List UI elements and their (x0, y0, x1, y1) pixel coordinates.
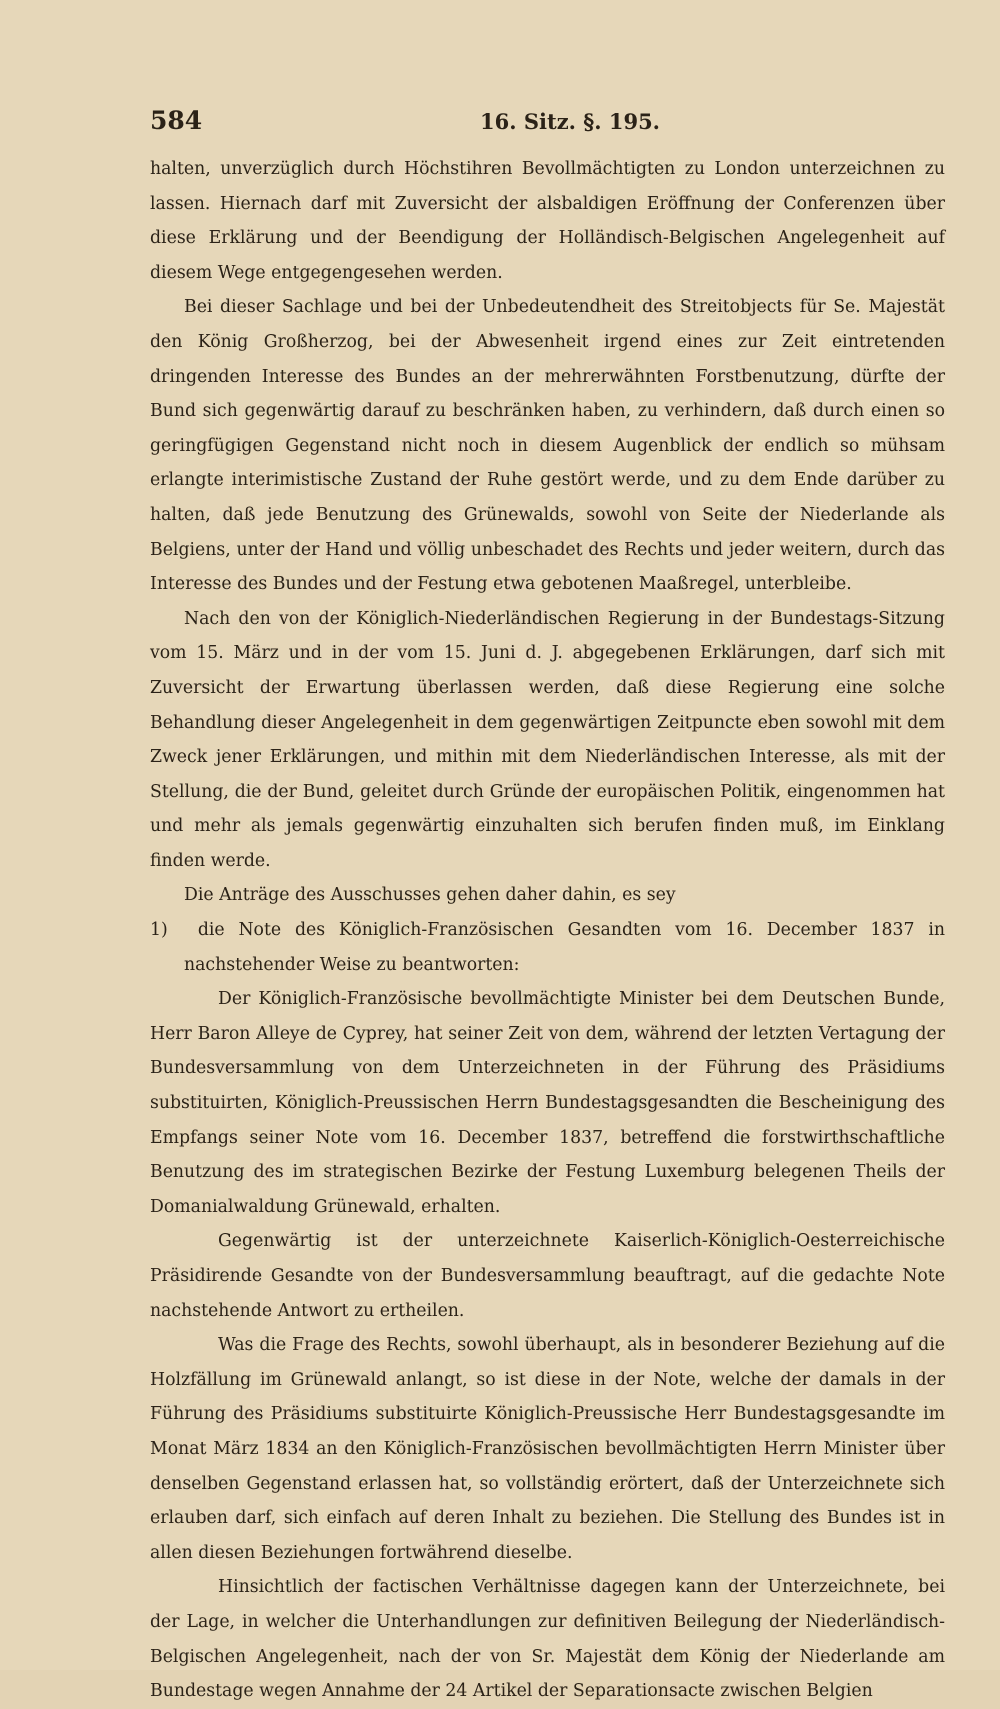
page-header (150, 106, 960, 140)
quote-paragraph: Gegenwärtig ist der unterzeichnete Kaiserlich-Königlich-Oesterreichische Präsidirende Gesandte von der Bundesversammlung beauftragt, auf die gedachte Note nachstehende Antwort zu ertheilen. (150, 1231, 945, 1321)
quote-paragraph: Was die Frage des Rechts, sowohl überhaupt, als in besonderer Beziehung auf die Holzfällung im Grünewald anlangt, so ist diese in der Note, welche der damals in der Führung des Präsidiums substituirte Königlich-Preussische Herr Bundestagsgesandte im Monat März 1834 an den Königlich-Französischen bevollmächtigten Herrn Minister über denselben Gegenstand erlassen hat, so vollständig erörtert, daß der Unterzeichnete sich erlauben darf, sich einfach auf deren Inhalt zu beziehen. Die Stellung des Bundes ist in allen diesen Beziehungen fortwährend dieselbe. (150, 1335, 945, 1563)
quote-paragraph: Der Königlich-Französische bevollmächtigte Minister bei dem Deutschen Bunde, Herr Baron Alleye de Cyprey, hat seiner Zeit von dem, während der letzten Vertagung der Bundesversammlung von dem Unterzeichneten in der Führung des Präsidiums substituirten, Königlich-Preussischen Herrn Bundestagsgesandten die Bescheinigung des Empfangs seiner Note vom 16. December 1837, betreffend die forstwirthschaftliche Benutzung des im strategischen Bezirke der Festung Luxemburg belegenen Theils der Domanialwaldung Grünewald, erhalten. (150, 989, 945, 1217)
page-number: 584 (150, 106, 203, 135)
paragraph: Die Anträge des Ausschusses gehen daher dahin, es sey (184, 885, 676, 906)
body-text (150, 152, 945, 1709)
list-item (150, 913, 945, 982)
paragraph: Nach den von der Königlich-Niederländischen Regierung in der Bundestags-Sitzung vom 15. März und in der vom 15. Juni d. J. abgegebenen Erklärungen, darf sich mit Zuversicht der Erwartung überlassen werden, daß diese Regierung eine solche Behandlung dieser Angelegenheit in dem gegenwärtigen Zeitpuncte eben sowohl mit dem Zweck jener Erklärungen, und mithin mit dem Niederländischen Interesse, als mit der Stellung, die der Bund, geleitet durch Gründe der europäischen Politik, eingenommen hat und mehr als jemals gegenwärtig einzuhalten sich berufen finden muß, im Einklang finden werde. (150, 608, 945, 871)
running-head: 16. Sitz. §. 195. (480, 109, 660, 134)
list-item-text: die Note des Königlich-Französischen Gesandten vom 16. December 1837 in nachstehender Weise zu beantworten: (184, 920, 945, 975)
quote-paragraph: Hinsichtlich der factischen Verhältnisse dagegen kann der Unterzeichnete, bei der Lage, in welcher die Unterhandlungen zur definitiven Beilegung der Niederländisch-Belgischen Angelegenheit, nach der von Sr. Majestät dem König der Niederlande am Bundestage wegen Annahme der 24 Artikel der Separationsacte zwischen Belgien (150, 1577, 945, 1702)
paragraph: halten, unverzüglich durch Höchstihren Bevollmächtigten zu London unterzeichnen zu lassen. Hiernach darf mit Zuversicht der alsbaldigen Eröffnung der Conferenzen über diese Erklärung und der Beendigung der Holländisch-Belgischen Angelegenheit auf diesem Wege entgegengesehen werden. (150, 159, 945, 283)
paragraph: Bei dieser Sachlage und bei der Unbedeutendheit des Streitobjects für Se. Majestät den König Großherzog, bei der Abwesenheit irgend eines zur Zeit eintretenden dringenden Interesse des Bundes an der mehrerwähnten Forstbenutzung, dürfte der Bund sich gegenwärtig darauf zu beschränken haben, zu verhindern, daß durch einen so geringfügigen Gegenstand nicht noch in diesem Augenblick der endlich so mühsam erlangte interimistische Zustand der Ruhe gestört werde, und zu dem Ende darüber zu halten, daß jede Benutzung des Grünewalds, sowohl von Seite der Niederlande als Belgiens, unter der Hand und völlig unbeschadet des Rechts und jeder weitern, durch das Interesse des Bundes und der Festung etwa gebotenen Maaßregel, unterbleibe. (150, 297, 945, 595)
list-item-number: 1) (150, 920, 168, 941)
